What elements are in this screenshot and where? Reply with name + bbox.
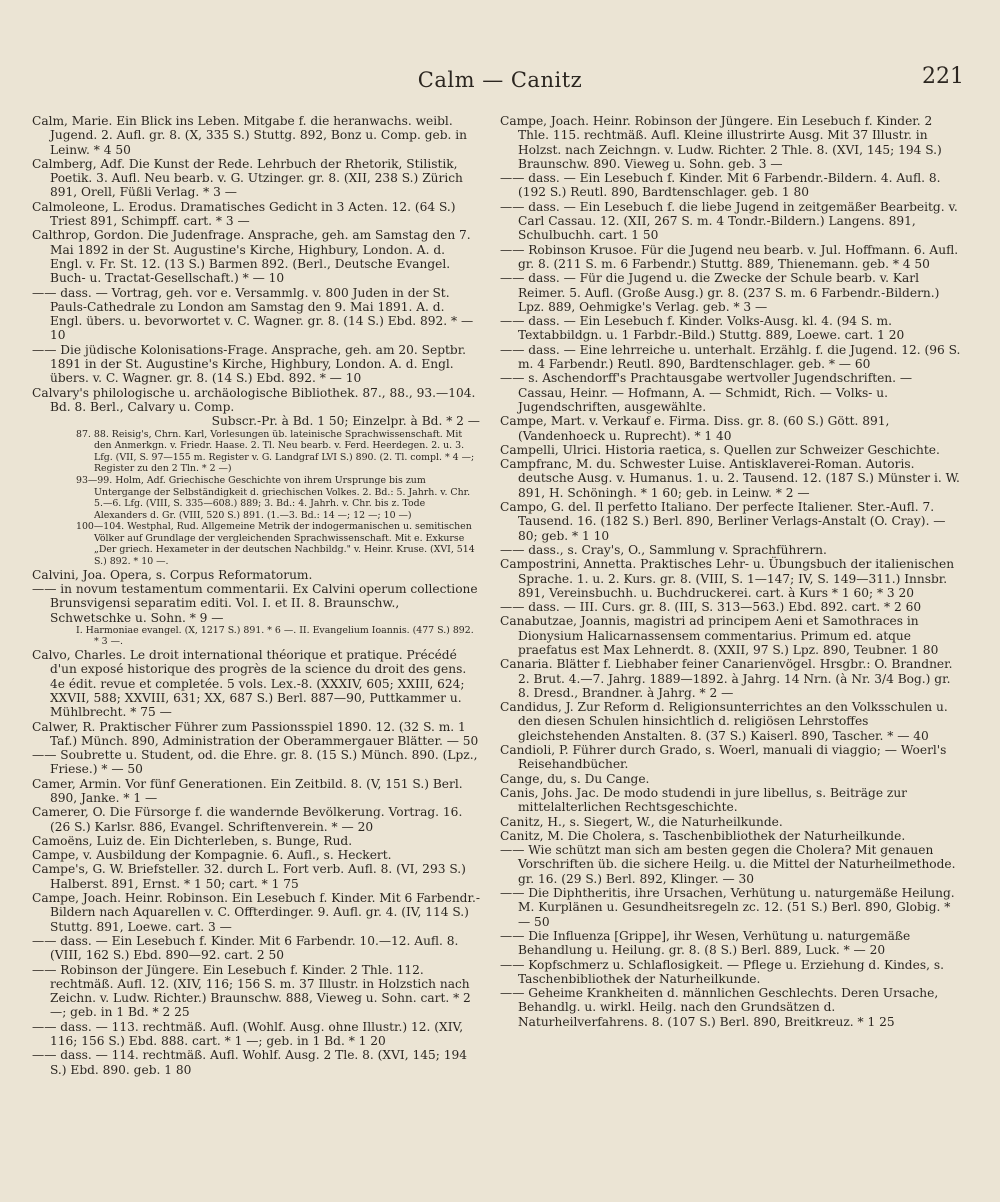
entry: —— dass. — Ein Lesebuch f. Kinder. Mit 6 Farbendr.-Bildern. 4. Aufl. 8. (192 S.) Reutl. 890, Bardtenschlager. geb. 1 80: [500, 171, 941, 200]
entry: Calm, Marie. Ein Blick ins Leben. Mitgabe f. die heranwachs. weibl. Jugend. 2. Aufl. gr. 8. (X, 335 S.) Stuttg. 892, Bonz u. Comp. geb. in Leinw. * 4 50: [32, 114, 468, 157]
entry: Calthrop, Gordon. Die Judenfrage. Ansprache, geh. am Samstag den 7. Mai 1892 in der St. Augustine's Kirche, Highbury, London. A. d. Engl. v. Fr. St. 12. (13 S.) Barmen 892. (Berl., Deutsche Evangel. Buch- u. Tractat-Gesellschaft.) * — 10: [32, 228, 471, 286]
entry: —— Soubrette u. Student, od. die Ehre. gr. 8. (15 S.) Münch. 890. (Lpz., Friese.) * — 50: [32, 748, 478, 777]
entry: —— dass., s. Cray's, O., Sammlung v. Sprachführern.: [500, 542, 827, 557]
entry: Campostrini, Annetta. Praktisches Lehr- u. Übungsbuch der italienischen Sprache. 1. u. 2. Kurs. gr. 8. (VIII, S. 1—147; IV, S. 149—311.) Innsbr. 891, Vereinsbuchh. u. Buchdruckerei. cart. à Kurs * 1 60; * 3 20: [500, 557, 955, 600]
entry: —— dass. — 113. rechtmäß. Aufl. (Wohlf. Ausg. ohne Illustr.) 12. (XIV, 116; 156 S.) Ebd. 888. cart. * 1 —; geb. in 1 Bd. * 1 20: [32, 1019, 464, 1049]
entry: Canaria. Blätter f. Liebhaber feiner Canarienvögel. Hrsgbr.: O. Brandner. 2. Brut. 4.—7. Jahrg. 1889—1892. à Jahrg. 14 Nrn. (à Nr. 3/4 Bog.) gr. 8. Dresd., Brandner. à Jahrg. * 2 —: [500, 657, 953, 700]
entry: —— Die jüdische Kolonisations-Frage. Ansprache, geh. am 20. Septbr. 1891 in der St. Augustine's Kirche, Highbury, London. A. d. Engl. übers. v. C. Wagner. gr. 8. (14 S.) Ebd. 892. * — 10: [32, 342, 467, 386]
entry: —— dass. — Ein Lesebuch f. Kinder. Mit 6 Farbendr. 10.—12. Aufl. 8. (VIII, 162 S.) Ebd. 890—92. cart. 2 50: [32, 933, 459, 963]
entry: Camerer, O. Die Fürsorge f. die wandernde Bevölkerung. Vortrag. 16. (26 S.) Karlsr. 886, Evangel. Schriftenverein. * — 20: [32, 805, 463, 834]
entry: —— Die Influenza [Grippe], ihr Wesen, Verhütung u. naturgemäße Behandlung u. Heilung. gr. 8. (8 S.) Berl. 889, Luck. * — 20: [500, 928, 911, 958]
entry: —— Wie schützt man sich am besten gegen die Cholera? Mit genauen Vorschriften üb. die sichere Heilg. u. die Mittel der Naturheilmethode. gr. 16. (29 S.) Berl. 892, Klinger. — 30: [500, 843, 956, 886]
entry: Campe, v. Ausbildung der Kompagnie. 6. Aufl., s. Heckert.: [32, 848, 392, 863]
entry: Canis, Johs. Jac. De modo studendi in jure libellus, s. Beiträge zur mittelalterlichen Rechtsgeschichte.: [500, 785, 908, 815]
sub-entry: I. Harmoniae evangel. (X, 1217 S.) 891. * 6 —. II. Evangelium Ioannis. (477 S.) 892. * 3 —.: [76, 624, 474, 648]
entry: —— dass. — Für die Jugend u. die Zwecke der Schule bearb. v. Karl Reimer. 5. Aufl. (Große Ausg.) gr. 8. (237 S. m. 6 Farbendr.-Bildern.) Lpz. 889, Oehmigke's Verlag. geb. * 3 —: [500, 271, 940, 314]
price-line: Subscr.-Pr. à Bd. 1 50; Einzelpr. à Bd. * 2 —: [211, 414, 480, 429]
entry: Campe, Mart. v. Verkauf e. Firma. Diss. gr. 8. (60 S.) Gött. 891, (Vandenhoeck u. Ruprecht). * 1 40: [500, 414, 890, 443]
entry: Campe, Joach. Heinr. Robinson. Ein Lesebuch f. Kinder. Mit 6 Farbendr.-Bildern nach Aquarellen v. C. Offterdinger. 9. Aufl. gr. 4. (IV, 114 S.) Stuttg. 891, Loewe. cart. 3 —: [32, 891, 480, 934]
entry: Campe, Joach. Heinr. Robinson der Jüngere. Ein Lesebuch f. Kinder. 2 Thle. 115. rechtmäß. Aufl. Kleine illustrirte Ausg. Mit 37 Illustr. in Holzst. nach Zeichngn. v. Ludw. Richter. 2 Thle. 8. (XVI, 145; 194 S.) Braunschw. 890. Vieweg u. Sohn. geb. 3 —: [500, 114, 942, 171]
entry: —— Die Diphtheritis, ihre Ursachen, Verhütung u. naturgemäße Heilung. M. Kurplänen u. Gesundheitsregeln zc. 12. (51 S.) Berl. 890, Globig. * — 50: [500, 886, 955, 929]
entry: Canitz, H., s. Siegert, W., die Naturheilkunde.: [500, 814, 783, 829]
entry: Calwer, R. Praktischer Führer zum Passionsspiel 1890. 12. (32 S. m. 1 Taf.) Münch. 890, Administration der Oberammergauer Blätter. — 50: [32, 719, 479, 748]
entry: Cange, du, s. Du Cange.: [500, 771, 650, 786]
entry: —— Kopfschmerz u. Schlaflosigkeit. — Pflege u. Erziehung d. Kindes, s. Taschenbibliothek der Naturheilkunde.: [500, 957, 944, 986]
entry: —— dass. — Ein Lesebuch f. Kinder. Volks-Ausg. kl. 4. (94 S. m. Textabbildgn. u. 1 Farbdr.-Bild.) Stuttg. 889, Loewe. cart. 1 20: [500, 314, 905, 343]
running-head: Calm — Canitz: [417, 68, 583, 92]
entry: Calvary's philologische u. archäologische Bibliothek. 87., 88., 93.—104. Bd. 8. Berl., Calvary u. Comp.: [32, 385, 476, 414]
sub-entry: 93—99. Holm, Adf. Griechische Geschichte von ihrem Ursprunge bis zum Untergange der Selbständigkeit d. griechischen Volkes. 2. Bd.: 5. Jahrh. v. Chr. 5.—6. Lfg. (VIII, S. 335—608.) 889; 3. Bd.: 4. Jahrh. v. Chr. bis z. Tode Alexanders d. Gr. (VIII, 520 S.) 891. (1.—3. Bd.: 14 —; 12 —; 10 —): [76, 474, 471, 521]
entry: Campo, G. del. Il perfetto Italiano. Der perfecte Italiener. Ster.-Aufl. 7. Tausend. 16. (182 S.) Berl. 890, Berliner Verlags-Anstalt (O. Cray). — 80; geb. * 1 10: [500, 500, 946, 543]
entry: —— dass. — Eine lehrreiche u. unterhalt. Erzählg. f. die Jugend. 12. (96 S. m. 4 Farbendr.) Reutl. 890, Bardtenschlager. geb. * — 60: [500, 342, 961, 372]
entry: —— Robinson der Jüngere. Ein Lesebuch f. Kinder. 2 Thle. 112. rechtmäß. Aufl. 12. (XIV, 116; 156 S. m. 37 Illustr. in Holzstich nach Zeichn. v. Ludw. Richter.) Braunschw. 888, Vieweg u. Sohn. cart. * 2 —; geb. in 1 Bd. * 2 25: [32, 962, 471, 1020]
entry: Canabutzae, Joannis, magistri ad principem Aeni et Samothraces in Dionysium Halicarnassensem commentarius. Primum ed. atque praefatus est Max Lehnerdt. 8. (XXII, 97 S.) Lpz. 890, Teubner. 1 80: [500, 614, 939, 657]
entry: Camoëns, Luiz de. Ein Dichterleben, s. Bunge, Rud.: [32, 833, 353, 848]
entry: —— dass. — Vortrag, geh. vor e. Versammlg. v. 800 Juden in der St. Pauls-Cathedrale zu London am Samstag den 9. Mai 1891. A. d. Engl. übers. u. bevorwortet v. C. Wagner. gr. 8. (14 S.) Ebd. 892. * — 10: [32, 285, 474, 343]
entry: Calvo, Charles. Le droit international théorique et pratique. Précédé d'un exposé historique des progrès de la science du droit des gens. 4e édit. revue et completée. 5 vols. Lex.-8. (XXXIV, 605; XXIII, 624; XXVII, 588; XXVIII, 631; XX, 687 S.) Berl. 887—90, Puttkammer u. Mühlbrecht. * 75 —: [32, 648, 467, 720]
sub-entry: 87. 88. Reisig's, Chrn. Karl, Vorlesungen üb. lateinische Sprachwissenschaft. Mit den Anmerkgn. v. Friedr. Haase. 2. Tl. Neu bearb. v. Ferd. Heerdegen. 2. u. 3. Lfg. (VII, S. 97—155 m. Register v. G. Landgraf LVI S.) 890. (2. Tl. compl. * 4 —; Register zu den 2 Tln. * 2 —): [76, 428, 475, 475]
entry: —— dass. — 114. rechtmäß. Aufl. Wohlf. Ausg. 2 Tle. 8. (XVI, 145; 194 S.) Ebd. 890. geb. 1 80: [32, 1048, 467, 1077]
entry: Campfranc, M. du. Schwester Luise. Antisklaverei-Roman. Autoris. deutsche Ausg. v. Humanus. 1. u. 2. Tausend. 12. (187 S.) Münster i. W. 891, H. Schöningh. * 1 60; geb. in Leinw. * 2 —: [500, 457, 960, 500]
entry: Calvini, Joa. Opera, s. Corpus Reformatorum.: [32, 567, 313, 582]
entry: —— Robinson Krusoe. Für die Jugend neu bearb. v. Jul. Hoffmann. 6. Aufl. gr. 8. (211 S. m. 6 Farbendr.) Stuttg. 889, Thienemann. geb. * 4 50: [500, 242, 959, 271]
entry: Candidus, J. Zur Reform d. Religionsunterrichtes an den Volksschulen u. den diesen Schulen hinsichtlich d. religiösen Lehrstoffes gleichstehenden Anstalten. 8. (37 S.) Kaiserl. 890, Tascher. * — 40: [500, 700, 948, 743]
entry: Campe's, G. W. Briefsteller. 32. durch L. Fort verb. Aufl. 8. (VI, 293 S.) Halberst. 891, Ernst. * 1 50; cart. * 1 75: [32, 862, 466, 891]
entry: Calmberg, Adf. Die Kunst der Rede. Lehrbuch der Rhetorik, Stilistik, Poetik. 3. Aufl. Neu bearb. v. G. Utzinger. gr. 8. (XII, 238 S.) Zürich 891, Orell, Füßli Verlag. * 3 —: [32, 156, 463, 200]
right-column: [500, 114, 962, 1029]
sub-entry: 100—104. Westphal, Rud. Allgemeine Metrik der indogermanischen u. semitischen Völker auf Grundlage der vergleichenden Sprachwissenschaft. Mit e. Exkurse „Der griech. Hexameter in der deutschen Nachbildg." v. Heinr. Kruse. (XVI, 514 S.) 892. * 10 —.: [76, 521, 475, 568]
page-header: [36, 62, 964, 98]
entry: —— Geheime Krankheiten d. männlichen Geschlechts. Deren Ursache, Behandlg. u. wirkl. Heilg. nach den Grundsätzen d. Naturheilverfahrens. 8. (107 S.) Berl. 890, Breitkreuz. * 1 25: [500, 986, 939, 1029]
entry: Canitz, M. Die Cholera, s. Taschenbibliothek der Naturheilkunde.: [500, 828, 906, 843]
entry: Candioli, P. Führer durch Grado, s. Woerl, manuali di viaggio; — Woerl's Reisehandbücher.: [500, 743, 947, 772]
entry: —— in novum testamentum commentarii. Ex Calvini operum collectione Brunsvigensi separatim editi. Vol. I. et II. 8. Braunschw., Schwetschke u. Sohn. * 9 —: [32, 581, 478, 625]
entry: Campelli, Ulrici. Historia raetica, s. Quellen zur Schweizer Geschichte.: [500, 442, 940, 457]
page-number: 221: [922, 64, 964, 89]
entry: —— dass. — Ein Lesebuch f. die liebe Jugend in zeitgemäßer Bearbeitg. v. Carl Cassau. 12. (XII, 267 S. m. 4 Tondr.-Bildern.) Langens. 891, Schulbuchh. cart. 1 50: [500, 199, 958, 243]
entry: —— dass. — III. Curs. gr. 8. (III, S. 313—563.) Ebd. 892. cart. * 2 60: [500, 600, 922, 615]
left-column: [32, 114, 480, 1077]
entry: Calmoleone, L. Erodus. Dramatisches Gedicht in 3 Acten. 12. (64 S.) Triest 891, Schimpff. cart. * 3 —: [32, 199, 456, 229]
entry: —— s. Aschendorff's Prachtausgabe wertvoller Jugendschriften. — Cassau, Heinr. — Hofmann, A. — Schmidt, Rich. — Volks- u. Jugendschriften, ausgewählte.: [500, 371, 913, 414]
entry: Camer, Armin. Vor fünf Generationen. Ein Zeitbild. 8. (V, 151 S.) Berl. 890, Janke. * 1 —: [32, 776, 463, 805]
